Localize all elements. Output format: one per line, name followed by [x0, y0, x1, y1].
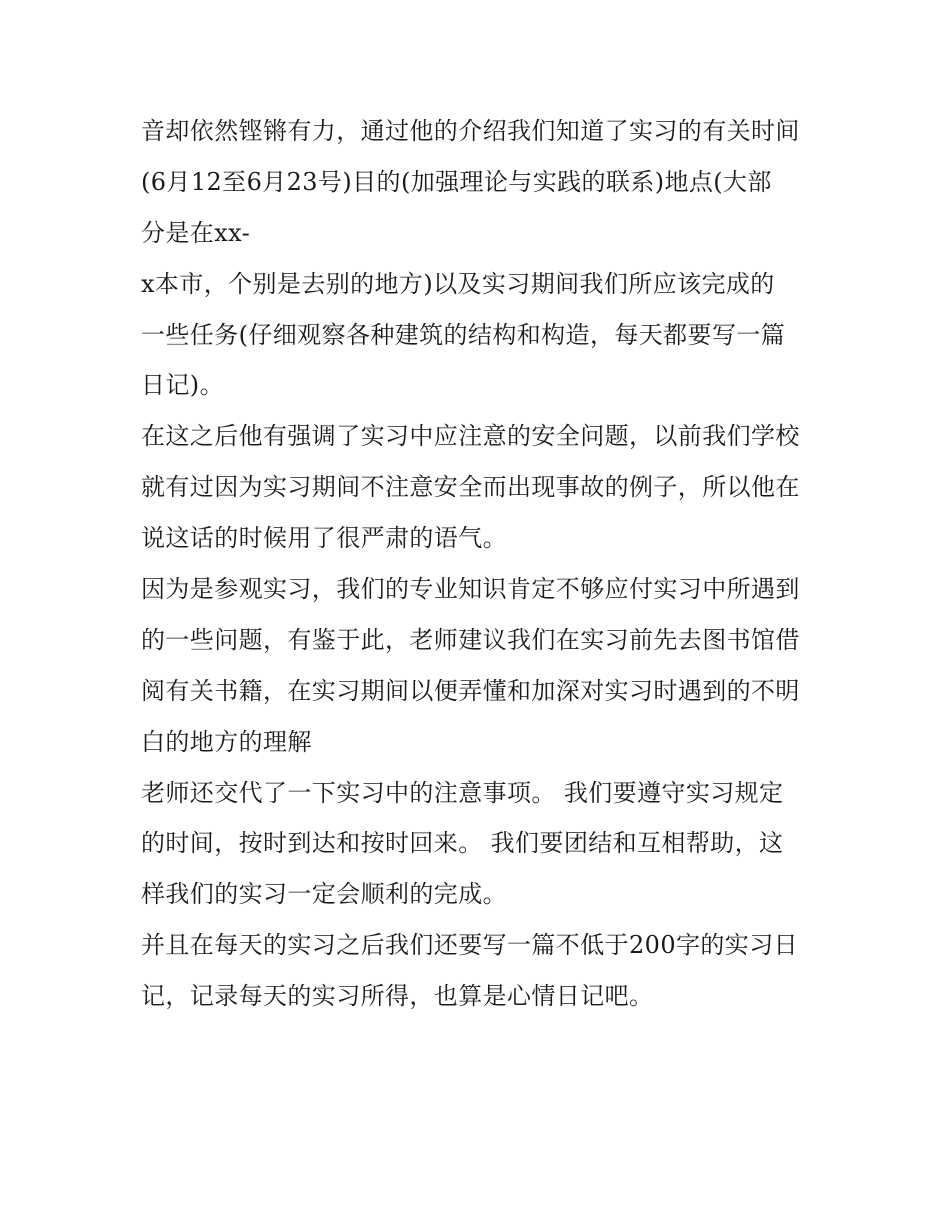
text-line: 音却依然铿锵有力，通过他的介绍我们知道了实习的有关时间: [141, 117, 800, 145]
text-line: 阅有关书籍，在实习期间以便弄懂和加深对实习时遇到的不明: [141, 676, 800, 705]
text-line: 就有过因为实习期间不注意安全而出现事故的例子，所以他在: [141, 473, 800, 502]
text-line: 老师还交代了一下实习中的注意事项。 我们要遵守实习规定: [141, 778, 784, 807]
text-line: x本市，个别是去别的地方)以及实习期间我们所应该完成的: [141, 269, 775, 298]
text-line: 样我们的实习一定会顺利的完成。: [141, 880, 507, 909]
text-line: 并且在每天的实习之后我们还要写一篇不低于200字的实习日: [141, 931, 799, 960]
text-line: 一些任务(仔细观察各种建筑的结构和构造，每天都要写一篇: [141, 320, 786, 349]
text-line: 的一些问题，有鉴于此，老师建议我们在实习前先去图书馆借: [141, 625, 800, 654]
text-line: 说这话的时候用了很严肃的语气。: [141, 524, 507, 553]
text-line: 日记)。: [141, 371, 224, 400]
text-line: 因为是参观实习，我们的专业知识肯定不够应付实习中所遇到: [141, 575, 800, 604]
text-line: 的时间，按时到达和按时回来。 我们要团结和互相帮助，这: [141, 829, 784, 858]
text-line: 分是在xx-: [141, 218, 251, 247]
document-body: [141, 106, 821, 1022]
text-line: 记，记录每天的实习所得，也算是心情日记吧。: [141, 982, 654, 1011]
text-line: 在这之后他有强调了实习中应注意的安全问题，以前我们学校: [141, 422, 800, 451]
text-line: 白的地方的理解: [141, 727, 312, 756]
text-line: (6月12至6月23号)目的(加强理论与实践的联系)地点(大部: [141, 167, 772, 196]
